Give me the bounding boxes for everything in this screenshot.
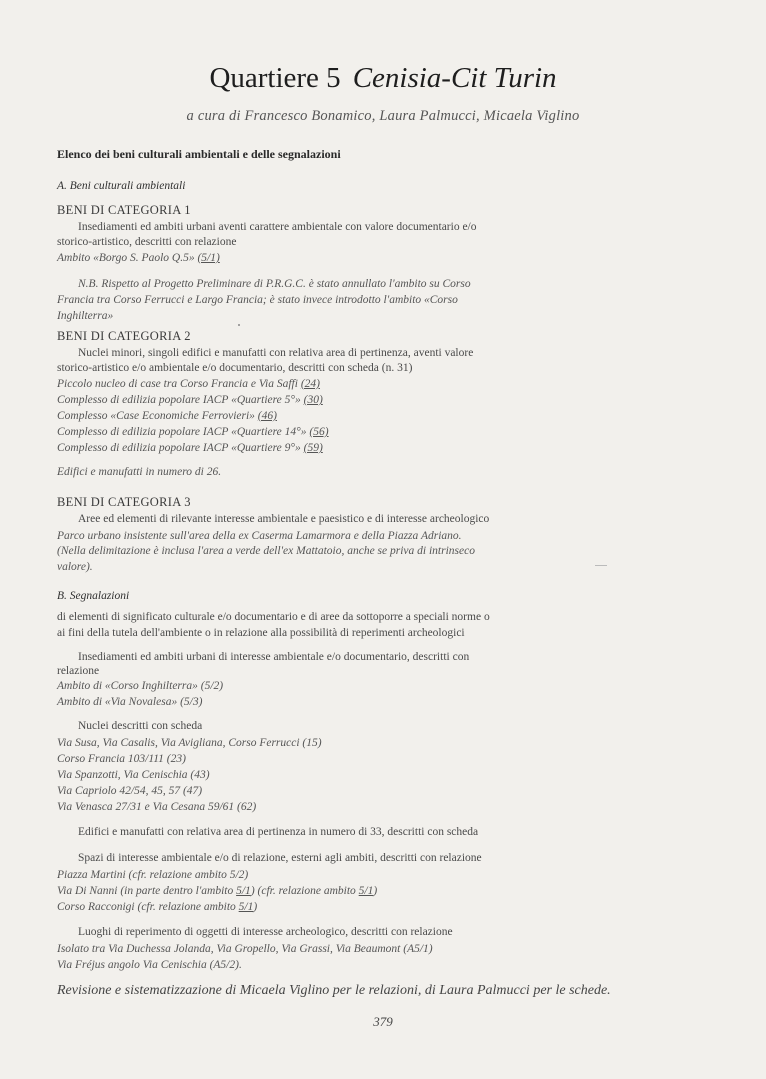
group4-item-end: ) [373, 885, 378, 897]
cat1-desc-line2: storico-artistico, descritti con relazione [57, 236, 237, 248]
cat1-item-text: Ambito «Borgo S. Paolo Q.5» [57, 252, 198, 264]
cat3-desc: Aree ed elementi di rilevante interesse ambientale e paesistico e di interesse archeologico [78, 513, 490, 525]
cat2-item [57, 442, 323, 454]
group4-item [57, 901, 257, 913]
divider-mark [595, 565, 607, 566]
cat2-item [57, 410, 277, 422]
group4-item [57, 885, 377, 897]
cat3-item-line3: valore). [57, 561, 93, 573]
group4-item-text: Via Di Nanni (in parte dentro l'ambito [57, 885, 237, 897]
cat2-desc-line2: storico-artistico e/o ambientale e/o documentario, descritti con scheda (n. 31) [57, 362, 413, 374]
page-subtitle: a cura di Francesco Bonamico, Laura Palmucci, Micaela Viglino [186, 108, 580, 124]
group2-item: Via Spanzotti, Via Cenischia (43) [57, 769, 210, 781]
group1-desc-line1: Insediamenti ed ambiti urbani di interesse ambientale e/o documentario, descritti con [78, 651, 470, 663]
group4-item-mid: ) (cfr. relazione ambito [250, 885, 359, 897]
revision-credit: Revisione e sistematizzazione di Micaela Viglino per le relazioni, di Laura Palmucci per le schede. [57, 983, 611, 998]
title-main: Quartiere 5 [209, 62, 341, 94]
cat1-note-line2: Francia tra Corso Ferrucci e Largo Francia; è stato invece introdotto l'ambito «Corso [57, 294, 458, 306]
cat2-item [57, 426, 329, 438]
group4-desc: Spazi di interesse ambientale e/o di relazione, esterni agli ambiti, descritti con relazione [78, 852, 482, 864]
section-b-intro-line2: ai fini della tutela dell'ambiente o in relazione alla possibilità di reperimenti archeologici [57, 627, 465, 639]
group4-item-ref2: 5/1 [358, 885, 374, 897]
cat2-desc-line1: Nuclei minori, singoli edifici e manufatti con relativa area di pertinenza, aventi valore [78, 347, 474, 359]
group4-item-text: Corso Racconigi (cfr. relazione ambito [57, 901, 239, 913]
cat2-item-ref: (59) [303, 442, 323, 454]
group5-desc: Luoghi di reperimento di oggetti di interesse archeologico, descritti con relazione [78, 926, 453, 938]
cat2-item-ref: (24) [300, 378, 320, 390]
group4-item-end: ) [253, 901, 258, 913]
cat2-item [57, 378, 320, 390]
cat3-item-line2: (Nella delimitazione è inclusa l'area a verde dell'ex Mattatoio, anche se priva di intrinseco [57, 545, 475, 557]
group2-item: Via Susa, Via Casalis, Via Avigliana, Corso Ferrucci (15) [57, 737, 322, 749]
group2-item: Via Venasca 27/31 e Via Cesana 59/61 (62) [57, 801, 257, 813]
group2-item: Corso Francia 103/111 (23) [57, 753, 186, 765]
group2-item: Via Capriolo 42/54, 45, 57 (47) [57, 785, 203, 797]
cat1-item [57, 252, 220, 264]
speck [238, 324, 240, 326]
cat2-item-text: Complesso di edilizia popolare IACP «Quartiere 5°» [57, 394, 304, 406]
cat2-footer: Edifici e manufatti in numero di 26. [57, 466, 222, 478]
title-italic: Cenisia-Cit Turin [352, 62, 557, 94]
cat2-item-ref: (30) [303, 394, 323, 406]
group4-item: Piazza Martini (cfr. relazione ambito 5/2) [57, 869, 249, 881]
cat1-item-ref: (5/1) [197, 252, 220, 264]
group4-item-ref: 5/1 [236, 885, 251, 897]
cat1-note-line3: Inghilterra» [57, 310, 114, 322]
section-a-label: A. Beni culturali ambientali [57, 180, 186, 192]
cat2-item-ref: (46) [257, 410, 277, 422]
group5-item: Isolato tra Via Duchessa Jolanda, Via Gropello, Via Grassi, Via Beaumont (A5/1) [57, 943, 433, 955]
group1-item: Ambito di «Via Novalesa» (5/3) [57, 696, 203, 708]
cat2-item [57, 394, 323, 406]
cat2-item-text: Complesso di edilizia popolare IACP «Quartiere 9°» [57, 442, 304, 454]
section-heading: Elenco dei beni culturali ambientali e delle segnalazioni [57, 147, 341, 161]
cat3-item-line1: Parco urbano insistente sull'area della ex Caserma Lamarmora e della Piazza Adriano. [57, 530, 462, 542]
group1-item: Ambito di «Corso Inghilterra» (5/2) [57, 680, 224, 692]
group4-item-ref: 5/1 [238, 901, 254, 913]
cat3-title: BENI DI CATEGORIA 3 [57, 495, 191, 509]
cat1-desc-line1: Insediamenti ed ambiti urbani aventi carattere ambientale con valore documentario e/o [78, 221, 477, 233]
group5-item: Via Fréjus angolo Via Cenischia (A5/2). [57, 959, 242, 971]
cat2-item-text: Complesso «Case Economiche Ferrovieri» [57, 410, 258, 422]
section-b-intro-line1: di elementi di significato culturale e/o documentario e di aree da sottoporre a speciali norme o [57, 611, 490, 623]
page-number: 379 [373, 1014, 393, 1029]
cat2-item-text: Complesso di edilizia popolare IACP «Quartiere 14°» [57, 426, 310, 438]
group2-desc: Nuclei descritti con scheda [78, 720, 203, 732]
page-title [0, 62, 766, 95]
group1-desc-line2: relazione [57, 665, 100, 677]
cat1-note-line1: N.B. Rispetto al Progetto Preliminare di P.R.G.C. è stato annullato l'ambito su Corso [78, 278, 471, 290]
cat1-title: BENI DI CATEGORIA 1 [57, 203, 191, 217]
group3-desc: Edifici e manufatti con relativa area di pertinenza in numero di 33, descritti con scheda [78, 826, 479, 838]
cat2-title: BENI DI CATEGORIA 2 [57, 329, 191, 343]
section-b-label: B. Segnalazioni [57, 590, 130, 602]
cat2-item-text: Piccolo nucleo di case tra Corso Francia e Via Saffi [57, 378, 301, 390]
cat2-item-ref: (56) [309, 426, 329, 438]
